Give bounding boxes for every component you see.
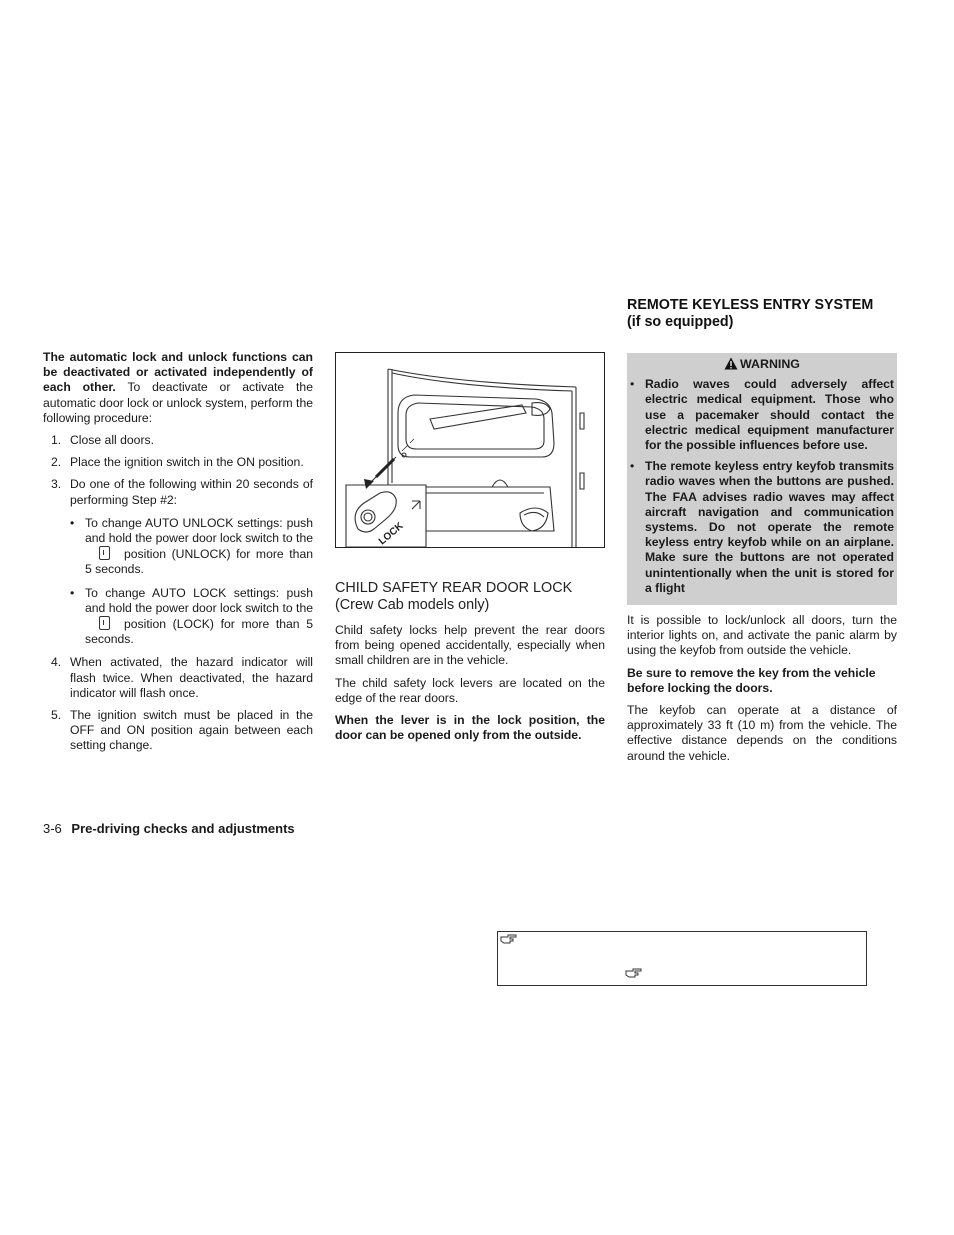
step-3 (43, 477, 313, 647)
pointing-hand-icon (500, 933, 518, 948)
warning-title-text: WARNING (740, 357, 800, 371)
right-column (627, 297, 897, 771)
middle-column (335, 352, 605, 750)
step-text: Do one of the following within 20 seconds of performing Step #2: (70, 477, 313, 507)
lock-icon (99, 616, 110, 630)
intro-bold-text: The automatic lock and unlock functions can be deactivated or activated independently of each other. (43, 350, 313, 395)
step-number: 5. (51, 708, 62, 723)
step-text: The ignition switch must be placed in the OFF and ON position again between each setting change. (70, 708, 313, 753)
step-text: Place the ignition switch in the ON position. (70, 455, 304, 470)
chapter-title: Pre-driving checks and adjustments (71, 821, 295, 836)
step-number: 3. (51, 477, 62, 492)
option-auto-lock (70, 586, 313, 648)
child-lock-paragraph-1: Child safety locks help prevent the rear doors from being opened accidentally, especially when small children are in the vehicle. (335, 623, 605, 668)
bullet-icon: • (70, 585, 75, 600)
warning-list (630, 377, 894, 596)
step-2 (43, 455, 313, 470)
warning-item (630, 459, 894, 596)
option-text: position (LOCK) for more than 5 seconds. (85, 617, 313, 647)
step-number: 1. (51, 433, 62, 448)
warning-item (630, 377, 894, 453)
keyless-paragraph-2: Be sure to remove the key from the vehicle before locking the doors. (627, 665, 876, 695)
pointing-hand-icon (625, 967, 643, 982)
step-1 (43, 433, 313, 448)
warning-triangle-icon (724, 357, 738, 370)
option-auto-unlock (70, 516, 313, 578)
lock-label: LOCK (376, 520, 406, 547)
child-lock-paragraph-2: The child safety lock levers are located on the edge of the rear doors. (335, 675, 605, 705)
page-number: 3-6 (43, 821, 62, 836)
warning-box (627, 353, 897, 605)
left-column (43, 350, 313, 761)
bullet-icon: • (630, 377, 635, 392)
intro-text: To deactivate or activate the automatic door lock or unlock system, perform the following procedure: (43, 380, 313, 425)
step-3-options (70, 516, 313, 648)
step-text: Close all doors. (70, 433, 154, 448)
door-illustration-icon (336, 353, 604, 547)
bullet-icon: • (630, 459, 635, 474)
keyless-paragraph-1: It is possible to lock/unlock all doors, turn the interior lights on, and activate the panic alarm by using the keyfob from outside the vehicle. (627, 613, 897, 658)
warning-title (630, 353, 894, 377)
bullet-icon: • (70, 515, 75, 530)
keyless-entry-heading (627, 297, 897, 331)
intro-paragraph (43, 350, 313, 426)
child-lock-heading (335, 580, 605, 614)
child-lock-paragraph-3: When the lever is in the lock position, the door can be opened only from the outside. (335, 713, 605, 743)
option-text: position (UNLOCK) for more than 5 seconds. (85, 547, 313, 577)
option-text: To change AUTO LOCK settings: push and hold the power door lock switch to the (85, 585, 313, 615)
child-lock-heading-line2: (Crew Cab models only) (335, 597, 490, 613)
step-5 (43, 708, 313, 754)
unlock-icon (99, 546, 110, 560)
keyless-entry-heading-line2: (if so equipped) (627, 314, 734, 330)
keyless-paragraph-3: The keyfob can operate at a distance of approximately 33 ft (10 m) from the vehicle. The effective distance depends on the conditions around the vehicle. (627, 703, 897, 763)
warning-text: The remote keyless entry keyfob transmits radio waves when the buttons are pushed. The FAA advises radio waves may affect aircraft navigation and communication systems. Do not operate the remote keyless entry keyfob while on an airplane. Make sure the buttons are not operated unintentionally when the unit is stored for a flight (645, 459, 894, 595)
option-text: To change AUTO UNLOCK settings: push and hold the power door lock switch to the (85, 515, 313, 546)
child-lock-heading-line1: CHILD SAFETY REAR DOOR LOCK (335, 580, 573, 596)
reference-box (497, 931, 867, 986)
step-text: When activated, the hazard indicator will flash twice. When deactivated, the hazard indicator will flash once. (70, 655, 313, 700)
step-4 (43, 655, 313, 701)
step-number: 2. (51, 455, 62, 470)
keyless-entry-heading-line1: REMOTE KEYLESS ENTRY SYSTEM (627, 297, 874, 313)
door-lock-illustration (335, 352, 605, 548)
warning-text: Radio waves could adversely affect electric medical equipment. Those who use a pacemaker should contact the electric medical equipment manufacturer for the possible influences before use. (645, 377, 894, 453)
page-footer (43, 821, 295, 836)
procedure-steps (43, 433, 313, 754)
step-number: 4. (51, 655, 62, 670)
